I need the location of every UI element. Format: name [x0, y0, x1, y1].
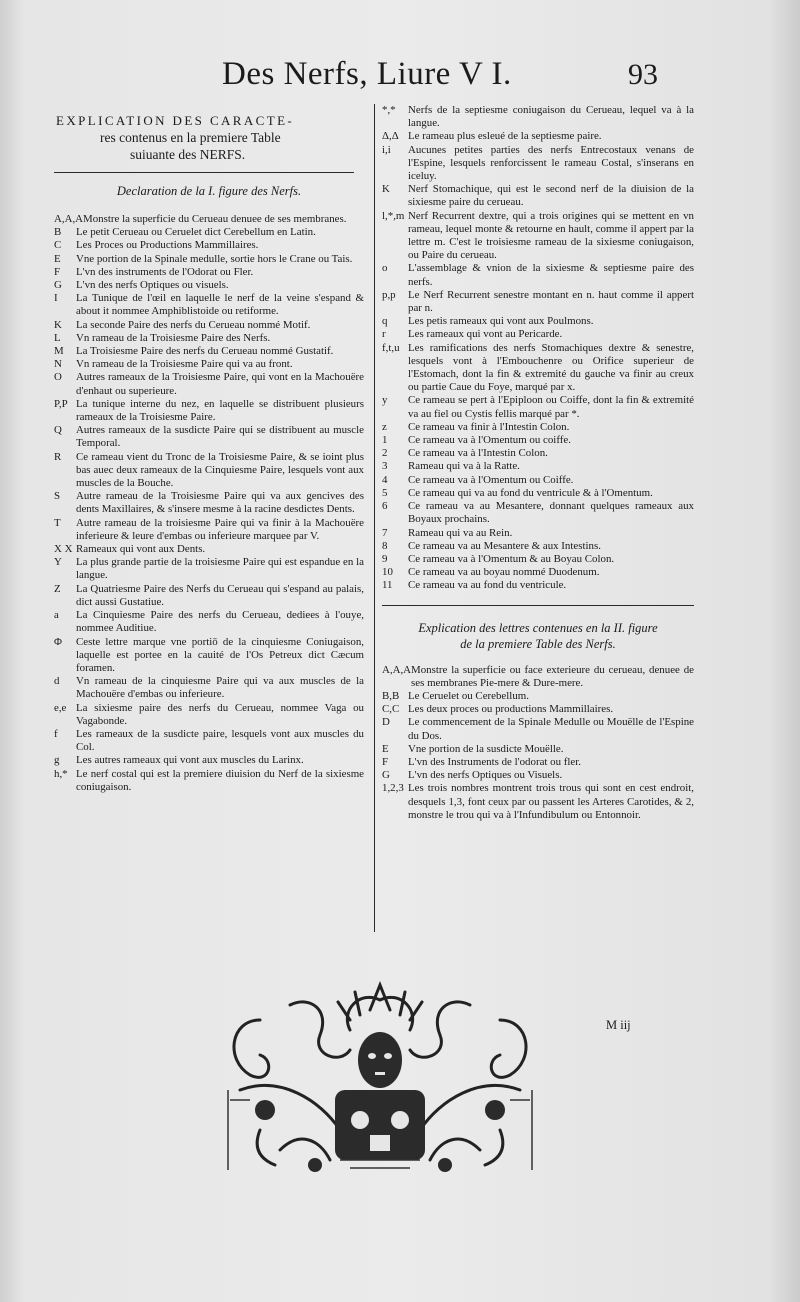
entry-text: Ce rameau qui va au fond du ventricule & à l'Omentum. [408, 486, 653, 499]
right-top-entry [382, 566, 694, 579]
column-divider [374, 104, 375, 932]
entry-text: Ce rameau va au Mesantere & aux Intestins. [408, 539, 601, 552]
right-top-entry [382, 579, 694, 592]
entry-key: D [382, 716, 390, 729]
right-top-entry [382, 421, 694, 434]
right-top-entry [382, 553, 694, 566]
entry-text: La Tunique de l'œil en laquelle le nerf de la veine s'espand & about it nommee Amphiblistoide ou retiforme. [76, 292, 364, 318]
entry-key: 8 [382, 539, 388, 552]
left-entry [54, 556, 364, 582]
left-entry [54, 451, 364, 491]
entry-text: Ce rameau va finir à l'Intestin Colon. [408, 420, 570, 433]
right-entry-list-bottom [382, 664, 694, 822]
entry-text: Ce rameau se pert à l'Epiploon ou Coiffe, dont la fin & extremité va au fiel ou Cystis fellis marqué par *. [408, 394, 694, 420]
entry-key: K [382, 183, 390, 196]
entry-text: La sixiesme paire des nerfs du Cerueau, nommee Vaga ou Vagabonde. [76, 701, 364, 727]
heading-line-2: res contenus en la premiere Table [100, 130, 281, 145]
entry-text: Vne portion de la Spinale medulle, sortie hors le Crane ou Tais. [76, 252, 353, 265]
entry-text: L'vn des nerfs Optiques ou Visuels. [408, 769, 563, 782]
entry-key: 2 [382, 447, 388, 460]
entry-text: La Cinquiesme Paire des nerfs du Cerueau, dediees à l'ouye, nommee Auditiue. [76, 609, 364, 635]
left-entry [54, 490, 364, 516]
entry-key: l,*,m [382, 209, 405, 222]
entry-text: La Troisiesme Paire des nerfs du Cerueau nommé Gustatif. [76, 345, 334, 358]
left-entry [54, 754, 364, 767]
entry-text: Vn rameau de la Troisiesme Paire des Nerfs. [76, 331, 271, 344]
left-entry [54, 213, 364, 226]
entry-key: e,e [54, 701, 67, 714]
entry-key: K [54, 318, 62, 331]
left-column [54, 112, 364, 794]
right-bottom-entry [382, 690, 694, 703]
right-top-entry [382, 447, 694, 460]
left-entry [54, 517, 364, 543]
entry-text: La Quatriesme Paire des Nerfs du Cerueau qui s'espand au palais, dict aussi Gustatiue. [76, 582, 364, 608]
right-top-entry [382, 328, 694, 341]
entry-key: F [54, 265, 61, 278]
page-number: 93 [628, 58, 658, 91]
entry-text: Ce rameau va à l'Omentum ou coiffe. [408, 434, 571, 447]
entry-text: La tunique interne du nez, en laquelle se distribuent plusieurs rameaux de la Troisiesme Paire. [76, 397, 364, 424]
right-bottom-entry [382, 743, 694, 756]
entry-text: Rameau qui va au Rein. [408, 526, 513, 539]
right-top-entry [382, 315, 694, 328]
right-top-entry [382, 262, 694, 288]
entry-key: f [54, 727, 58, 740]
entry-text: Le nerf costal qui est la premiere diuision du Nerf de la sixiesme coniugaison. [76, 767, 364, 793]
entry-text: Le petit Cerueau ou Ceruelet dict Cerebellum en Latin. [76, 226, 316, 239]
right-column [382, 104, 694, 822]
entry-text: Les petis rameaux qui vont aux Poulmons. [408, 315, 594, 328]
entry-text: La plus grande partie de la troisiesme Paire qui est espandue en la langue. [76, 556, 364, 582]
entry-text: Ce rameau va au boyau nommé Duodenum. [408, 566, 600, 579]
entry-key: L [54, 331, 61, 344]
right-top-entry [382, 289, 694, 315]
left-entry [54, 424, 364, 450]
right-top-entry [382, 104, 694, 130]
section-heading [54, 112, 364, 163]
entry-key: r [382, 328, 386, 341]
entry-text: Autre rameau de la troisiesme Paire qui va finir à la Machouëre inferieure & leure d'embas ou inferieure marquee par V. [76, 516, 364, 542]
entry-key: M [54, 345, 64, 358]
right-top-entry [382, 183, 694, 209]
entry-key: Δ,Δ [382, 130, 399, 143]
right-top-entry [382, 487, 694, 500]
entry-key: X X [54, 543, 73, 556]
heading-line-3: suiuante des NERFS. [130, 147, 246, 162]
entry-key: G [382, 769, 390, 782]
left-entry [54, 543, 364, 556]
entry-text: Vn rameau de la Troisiesme Paire qui va au front. [76, 358, 293, 371]
entry-key: i,i [382, 143, 391, 156]
right-top-entry [382, 540, 694, 553]
entry-key: Q [54, 424, 62, 437]
entry-key: E [54, 252, 61, 265]
entry-text: L'vn des nerfs Optiques ou visuels. [76, 279, 229, 292]
running-header [0, 52, 800, 100]
entry-key: 10 [382, 566, 393, 579]
right-top-entry [382, 130, 694, 143]
left-entry [54, 266, 364, 279]
right-bottom-entry [382, 716, 694, 742]
entry-key: I [54, 292, 58, 305]
entry-key: N [54, 358, 62, 371]
entry-text: Ce rameau va à l'Omentum & au Boyau Colon. [408, 552, 615, 565]
left-entry [54, 279, 364, 292]
entry-key: R [54, 450, 62, 463]
entry-text: Le commencement de la Spinale Medulle ou Mouëlle de l'Espine du Dos. [408, 716, 694, 742]
entry-text: Les deux proces ou productions Mammillaires. [408, 703, 614, 716]
entry-key: F [382, 755, 389, 768]
entry-key: E [382, 742, 389, 755]
section-rule [382, 605, 694, 606]
entry-text: Nerf Stomachique, qui est le second nerf de la diuision de la sixiesme paire du cerueau. [408, 183, 694, 209]
entry-text: Autre rameau de la Troisiesme Paire qui va aux gencives des dents Maxillaires, & s'insere mesme à la racine desdictes Dents. [76, 490, 364, 516]
left-entry [54, 371, 364, 397]
entry-key: A,A,A [382, 663, 412, 676]
entry-text: Rameau qui va à la Ratte. [408, 460, 520, 473]
entry-text: Ce rameau va au Mesantere, donnant quelques rameaux aux Boyaux prochains. [408, 500, 694, 526]
entry-text: Autres rameaux de la susdicte Paire qui se distribuent au muscle Temporal. [76, 424, 364, 450]
entry-key: C,C [382, 703, 400, 716]
entry-text: Ce rameau va au fond du ventricule. [408, 579, 567, 592]
left-entry [54, 636, 364, 676]
entry-key: y [382, 394, 388, 407]
figure-subheading: Declaration de la I. figure des Nerfs. [116, 184, 302, 198]
entry-text: Le Ceruelet ou Cerebellum. [408, 689, 529, 702]
entry-text: Les rameaux de la susdicte paire, lesquels vont aux muscles du Col. [76, 727, 364, 754]
right-top-entry [382, 434, 694, 447]
entry-key: q [382, 315, 388, 328]
entry-key: f,t,u [382, 341, 400, 354]
entry-text: Les Proces ou Productions Mammillaires. [76, 239, 259, 252]
left-entry [54, 239, 364, 252]
entry-key: B,B [382, 689, 400, 702]
entry-key: 4 [382, 473, 388, 486]
entry-key: 1,2,3 [382, 782, 404, 795]
right-top-entry [382, 394, 694, 420]
entry-text: La seconde Paire des nerfs du Cerueau nommé Motif. [76, 318, 311, 331]
woodcut-ornament [220, 980, 540, 1180]
left-entry [54, 728, 364, 754]
entry-text: Ce rameau vient du Tronc de la Troisiesme Paire, & se ioint plus bas auec deux rameaux de la Cinquiesme Paire, lesquels vont aux muscles de la Bouche. [76, 450, 364, 490]
left-entry [54, 332, 364, 345]
entry-text: Les ramifications des nerfs Stomachiques dextre & senestre, lesquels vont à l'Embouchenre ou Orifice superieur de l'Estomach, dont la fin & extremité du gauche va finir au creux ou partie Caue du Foye, marqué par x. [408, 341, 694, 394]
entry-text: Ce rameau va à l'Omentum ou Coiffe. [408, 473, 574, 486]
subheading-2-line-2: de la premiere Table des Nerfs. [460, 636, 616, 651]
entry-key: z [382, 420, 387, 433]
right-bottom-entry [382, 756, 694, 769]
entry-text: Nerf Recurrent dextre, qui a trois origines qui se mettent en vn rameau, lequel monte & retourne en hault, comme il appert par la lettre m. C'est le troisiesme rameau de la sixiesme coniugaison, ou Paire du cerueau. [408, 209, 694, 262]
left-entry [54, 609, 364, 635]
entry-key: S [54, 490, 61, 503]
left-entry [54, 675, 364, 701]
right-top-entry [382, 144, 694, 184]
right-top-entry [382, 500, 694, 526]
entry-text: Le rameau plus esleué de la septiesme paire. [408, 130, 602, 143]
entry-key: O [54, 371, 62, 384]
right-bottom-entry [382, 782, 694, 822]
left-entry [54, 398, 364, 424]
entry-text: Les autres rameaux qui vont aux muscles du Larinx. [76, 754, 304, 767]
left-entry [54, 702, 364, 728]
entry-text: Monstre la superficie du Cerueau denuee de ses membranes. [83, 213, 347, 225]
entry-key: 1 [382, 434, 388, 447]
entry-text: Rameaux qui vont aux Dents. [76, 543, 206, 556]
entry-key: 6 [382, 500, 388, 513]
entry-key: 11 [382, 579, 393, 592]
entry-text: Les trois nombres montrent trois trous qui sont en cest endroit, desquels 1,3, font ceux par ou passent les Arteres Carotides, & 2, monstre le trou qui va à l'Infundibulum ou Entonnoir. [408, 782, 694, 821]
subheading-2-line-1: Explication des lettres contenues en la II. figure [418, 620, 658, 635]
right-top-entry [382, 342, 694, 395]
left-entry [54, 358, 364, 371]
left-entry [54, 253, 364, 266]
entry-key: Y [54, 556, 62, 569]
entry-text: L'vn des Instruments de l'odorat ou fler. [408, 755, 581, 768]
entry-key: Φ [54, 635, 62, 648]
entry-key: 7 [382, 526, 388, 539]
entry-key: g [54, 754, 60, 767]
entry-text: Les rameaux qui vont au Pericarde. [408, 328, 563, 341]
heading-rule [54, 172, 354, 173]
entry-text: L'vn des instruments de l'Odorat ou Fler. [76, 265, 254, 278]
entry-text: L'assemblage & vnion de la sixiesme & septiesme paire des nerfs. [408, 262, 694, 288]
entry-text: Autres rameaux de la Troisiesme Paire, qui vont en la Machouëre d'enhaut ou superieure. [76, 371, 364, 397]
figure-subheading-2 [382, 620, 694, 652]
entry-key: a [54, 609, 59, 622]
entry-key: 3 [382, 460, 388, 473]
running-title: Des Nerfs, Liure V I. [222, 56, 512, 92]
entry-text: Vne portion de la susdicte Mouëlle. [408, 742, 564, 755]
entry-text: Vn rameau de la cinquiesme Paire qui va aux muscles de la Machouëre d'embas ou inferieure. [76, 675, 364, 701]
entry-key: P,P [54, 397, 68, 410]
left-entry [54, 292, 364, 318]
entry-key: p,p [382, 288, 396, 301]
entry-key: 9 [382, 552, 388, 565]
right-bottom-entry [382, 664, 694, 690]
entry-key: A,A,A [54, 213, 84, 225]
entry-text: Aucunes petites parties des nerfs Entrecostaux venans de l'Espine, lesquels renforcissent le rameau Costal, s'inserans en iceluy. [408, 143, 694, 183]
entry-key: G [54, 279, 62, 292]
right-top-entry [382, 527, 694, 540]
signature-mark: M iij [606, 1018, 631, 1032]
heading-caps-line: EXPLICATION DES CARACTE- [56, 113, 295, 128]
left-entry [54, 345, 364, 358]
entry-key: o [382, 262, 388, 275]
entry-key: C [54, 239, 62, 252]
entry-text: Nerfs de la septiesme coniugaison du Cerueau, lequel va à la langue. [408, 104, 694, 130]
left-entry [54, 768, 364, 794]
entry-key: d [54, 675, 60, 688]
right-bottom-entry [382, 703, 694, 716]
right-top-entry [382, 474, 694, 487]
entry-text: Le Nerf Recurrent senestre montant en n. haut comme il appert par n. [408, 288, 694, 315]
right-top-entry [382, 210, 694, 263]
entry-key: Z [54, 582, 61, 595]
entry-text: Ceste lettre marque vne portiō de la cinquiesme Coniugaison, laquelle est portee en la cauité de l'Os Petreux dict Cæcum foramen. [76, 635, 364, 674]
entry-key: B [54, 226, 62, 239]
left-entry-list [54, 213, 364, 794]
entry-key: 5 [382, 486, 388, 499]
entry-text: Ce rameau va à l'Intestin Colon. [408, 447, 548, 460]
right-entry-list-top [382, 104, 694, 593]
entry-key: h,* [54, 767, 68, 780]
right-top-entry [382, 460, 694, 473]
entry-text: Monstre la superficie ou face exterieure du cerueau, denuee de ses membranes Pie-mere & Dure-mere. [411, 663, 694, 689]
right-bottom-entry [382, 769, 694, 782]
left-entry [54, 226, 364, 239]
entry-key: T [54, 516, 61, 529]
left-entry [54, 319, 364, 332]
entry-key: *,* [382, 104, 396, 116]
left-entry [54, 583, 364, 609]
